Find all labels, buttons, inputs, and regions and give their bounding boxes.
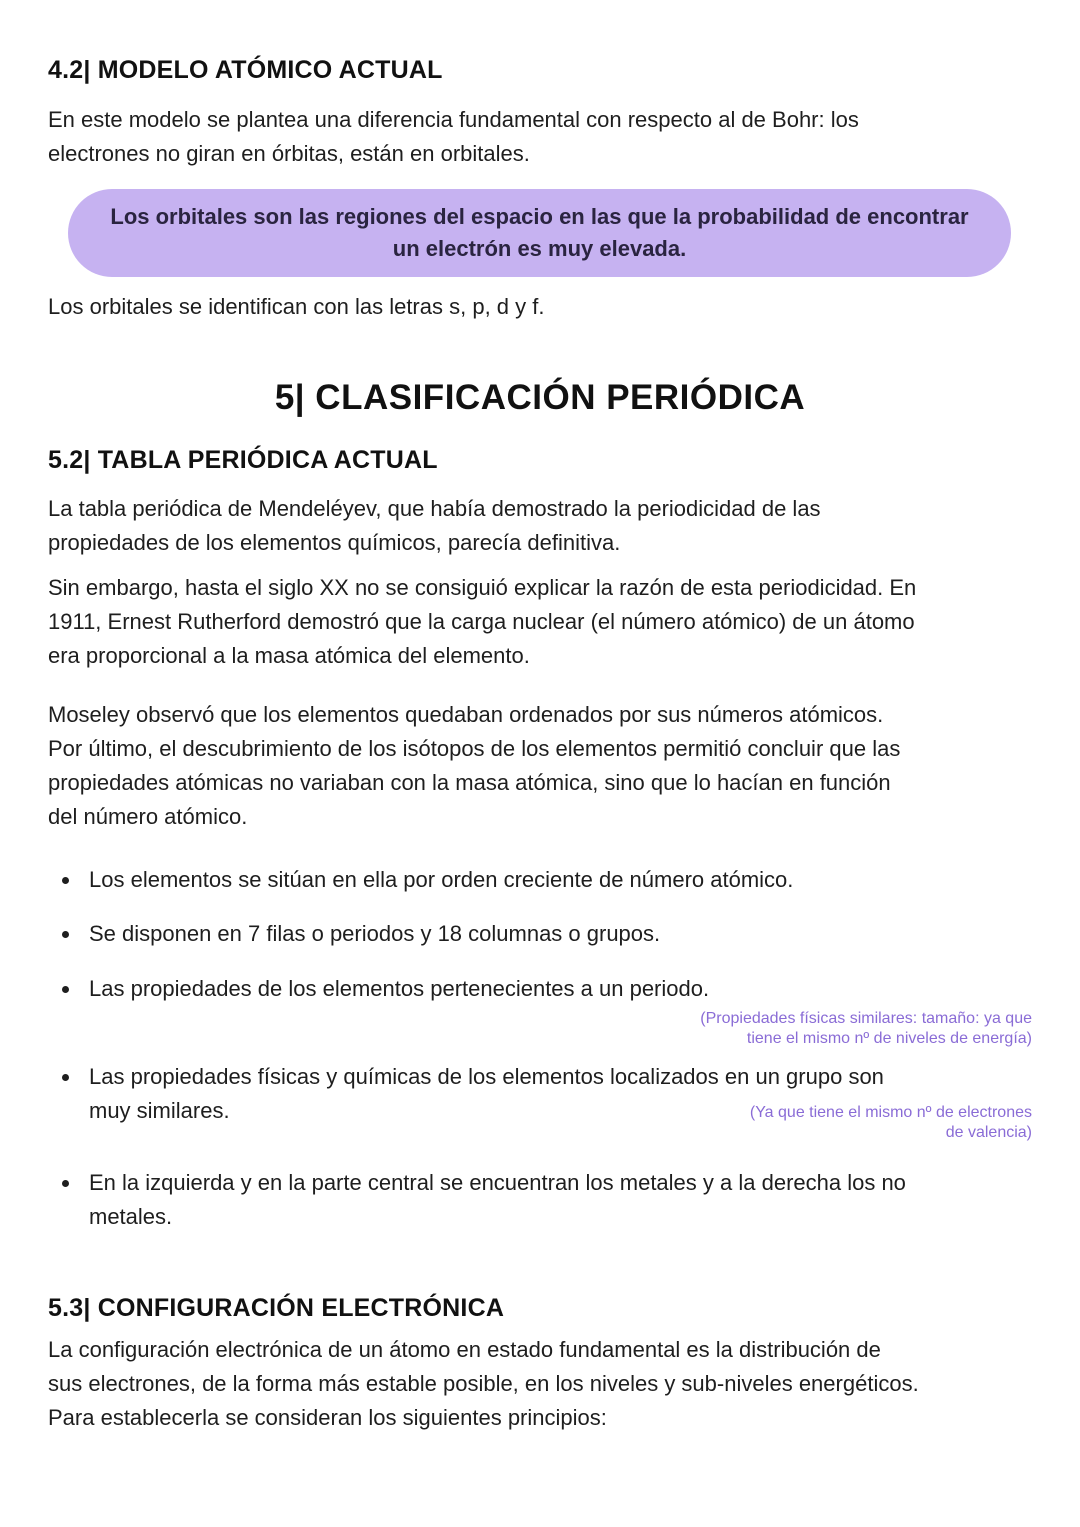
paragraph-line: propiedades de los elementos químicos, parecía definitiva.: [48, 530, 621, 555]
paragraph-line: sus electrones, de la forma más estable posible, en los niveles y sub-niveles energéticos.: [48, 1371, 919, 1396]
callout-line: un electrón es muy elevada.: [392, 236, 687, 261]
list-item: [62, 863, 1032, 897]
list-item-text: Las propiedades de los elementos pertenecientes a un periodo.: [89, 976, 710, 1001]
paragraph-bohr: [48, 103, 1038, 171]
callout-line: Los orbitales son las regiones del espacio en las que la probabilidad de encontrar: [110, 204, 969, 229]
list-item: [62, 917, 1032, 951]
paragraph-line: era proporcional a la masa atómica del elemento.: [48, 643, 530, 668]
list-item-text: [89, 1166, 1029, 1234]
paragraph-line: Sin embargo, hasta el siglo XX no se consiguió explicar la razón de esta periodicidad. En: [48, 575, 917, 600]
bullet-icon: [62, 931, 69, 938]
paragraph-line: propiedades atómicas no variaban con la masa atómica, sino que lo hacían en función: [48, 770, 891, 795]
handwritten-note: [750, 1103, 1032, 1143]
list-item-text: Se disponen en 7 filas o periodos y 18 columnas o grupos.: [89, 921, 661, 946]
paragraph-rutherford: [48, 571, 1048, 673]
paragraph-line: La configuración electrónica de un átomo en estado fundamental es la distribución de: [48, 1337, 881, 1362]
bullet-icon: [62, 877, 69, 884]
paragraph-line: Por último, el descubrimiento de los isótopos de los elementos permitió concluir que las: [48, 736, 901, 761]
list-item-line: muy similares.: [89, 1098, 230, 1123]
paragraph-line: Moseley observó que los elementos quedaban ordenados por sus números atómicos.: [48, 702, 884, 727]
paragraph-line: En este modelo se plantea una diferencia fundamental con respecto al de Bohr: los: [48, 107, 859, 132]
list-item: [62, 1166, 1032, 1234]
list-item: [62, 972, 1032, 1006]
list-item-line: Las propiedades físicas y químicas de los elementos localizados en un grupo son: [89, 1064, 884, 1089]
note-line: (Ya que tiene el mismo nº de electrones: [749, 1104, 1032, 1121]
paragraph-line: Para establecerla se consideran los siguientes principios:: [48, 1405, 607, 1430]
note-line: (Propiedades físicas similares: tamaño: ya que: [700, 1010, 1032, 1027]
paragraph-mendeleev: [48, 492, 1038, 560]
note-line: de valencia): [945, 1124, 1032, 1141]
section-heading-4-2: 4.2| MODELO ATÓMICO ACTUAL: [48, 56, 443, 84]
section-heading-5-2: 5.2| TABLA PERIÓDICA ACTUAL: [48, 446, 438, 474]
paragraph-orbital-letters: Los orbitales se identifican con las letras s, p, d y f.: [48, 294, 545, 319]
note-line: tiene el mismo nº de niveles de energía): [746, 1030, 1032, 1047]
paragraph-line: 1911, Ernest Rutherford demostró que la carga nuclear (el número atómico) de un átomo: [48, 609, 915, 634]
definition-callout: [68, 189, 1011, 277]
paragraph-line: La tabla periódica de Mendeléyev, que había demostrado la periodicidad de las: [48, 496, 821, 521]
section-heading-5-3: 5.3| CONFIGURACIÓN ELECTRÓNICA: [48, 1294, 505, 1322]
list-item-line: En la izquierda y en la parte central se encuentran los metales y a la derecha los no: [89, 1170, 906, 1195]
paragraph-configuration: [48, 1333, 1058, 1435]
paragraph-line: del número atómico.: [48, 804, 248, 829]
bullet-icon: [62, 986, 69, 993]
paragraph-line: electrones no giran en órbitas, están en orbitales.: [48, 141, 530, 166]
bullet-icon: [62, 1074, 69, 1081]
list-item-text: Los elementos se sitúan en ella por orden creciente de número atómico.: [89, 867, 794, 892]
paragraph-moseley: [48, 698, 1048, 834]
handwritten-note: [700, 1009, 1032, 1049]
chapter-title: 5| CLASIFICACIÓN PERIÓDICA: [274, 378, 806, 417]
bullet-icon: [62, 1180, 69, 1187]
list-item-line: metales.: [89, 1204, 173, 1229]
